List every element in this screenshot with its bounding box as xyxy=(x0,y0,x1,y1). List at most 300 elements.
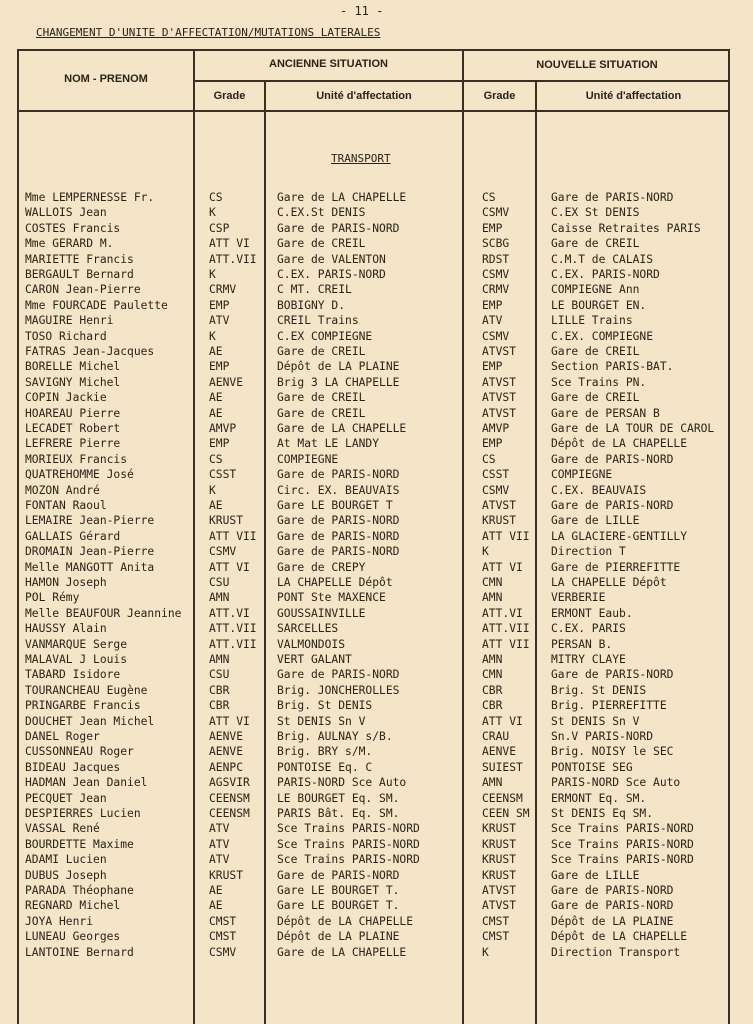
row-new-grade: KRUST xyxy=(482,514,517,528)
row-name: SAVIGNY Michel xyxy=(25,375,121,389)
row-old-unit: Brig. St DENIS xyxy=(277,699,373,713)
row-new-unit: Gare de LILLE xyxy=(551,514,640,528)
row-new-unit: COMPIEGNE Ann xyxy=(551,283,640,297)
table-row xyxy=(0,807,753,822)
row-new-unit: Gare de PARIS-NORD xyxy=(551,499,674,512)
row-old-grade: ATT.VI xyxy=(209,606,250,620)
table-row xyxy=(0,622,753,637)
row-old-unit: Gare de CREIL xyxy=(277,345,366,358)
row-new-unit: Gare de PERSAN B xyxy=(551,406,660,420)
row-old-grade: ATV xyxy=(209,837,230,851)
row-new-grade: AMN xyxy=(482,653,503,666)
row-old-unit: SARCELLES xyxy=(277,622,339,636)
table-row xyxy=(0,376,753,391)
table-row xyxy=(0,699,753,714)
row-old-unit: Gare de LA CHAPELLE xyxy=(277,191,407,204)
row-old-grade: AMN xyxy=(209,653,230,666)
row-old-unit: C.EX. PARIS-NORD xyxy=(277,268,386,281)
row-old-grade: AENVE xyxy=(209,745,244,759)
row-new-unit: Gare de LA TOUR DE CAROL xyxy=(551,422,715,435)
row-old-grade: EMP xyxy=(209,437,230,451)
row-old-unit: LA CHAPELLE Dépôt xyxy=(277,576,393,589)
row-new-unit: Sce Trains PN. xyxy=(551,375,647,389)
row-old-grade: CMST xyxy=(209,914,237,928)
row-old-grade: CSU xyxy=(209,576,230,589)
table-row xyxy=(0,530,753,545)
row-old-grade: CBR xyxy=(209,683,230,697)
row-name: MOZON André xyxy=(25,483,100,497)
row-old-unit: Gare de PARIS-NORD xyxy=(277,221,400,235)
row-old-grade: AE xyxy=(209,884,223,897)
row-old-grade: AE xyxy=(209,899,223,913)
row-new-grade: EMP xyxy=(482,360,503,374)
row-old-unit: Dépôt de LA PLAINE xyxy=(277,360,400,374)
row-old-unit: Gare LE BOURGET T xyxy=(277,499,393,512)
row-old-grade: ATT VI xyxy=(209,560,250,574)
row-old-unit: Gare de LA CHAPELLE xyxy=(277,422,407,435)
row-name: Mme LEMPERNESSE Fr. xyxy=(25,191,155,204)
row-new-unit: PERSAN B. xyxy=(551,637,613,651)
divider-header-mid xyxy=(193,80,730,82)
row-old-unit: Brig. BRY s/M. xyxy=(277,745,373,759)
row-new-unit: Gare de PARIS-NORD xyxy=(551,668,674,682)
row-old-grade: K xyxy=(209,206,216,220)
row-new-unit: Direction Transport xyxy=(551,945,681,959)
row-new-grade: ATT VII xyxy=(482,529,530,543)
row-old-unit: Gare de CREIL xyxy=(277,391,366,405)
table-row xyxy=(0,607,753,622)
table-row xyxy=(0,453,753,468)
row-name: PRINGARBE Francis xyxy=(25,699,141,713)
row-name: LECADET Robert xyxy=(25,422,121,435)
row-name: MARIETTE Francis xyxy=(25,252,134,266)
header-new-unit: Unité d'affectation xyxy=(585,90,682,102)
row-new-grade: SCBG xyxy=(482,237,510,251)
table-row xyxy=(0,422,753,437)
row-name: COSTES Francis xyxy=(25,221,121,235)
row-name: VANMARQUE Serge xyxy=(25,637,128,651)
row-new-unit: LA CHAPELLE Dépôt xyxy=(551,576,667,589)
row-name: DESPIERRES Lucien xyxy=(25,807,141,820)
row-old-unit: PONTOISE Eq. C xyxy=(277,760,373,774)
row-new-unit: C.EX. PARIS xyxy=(551,622,626,636)
row-name: POL Rémy xyxy=(25,591,80,605)
row-new-grade: CSMV xyxy=(482,329,510,343)
row-new-grade: ATV xyxy=(482,314,503,328)
row-name: DUBUS Joseph xyxy=(25,868,107,882)
row-name: Mme FOURCADE Paulette xyxy=(25,298,168,312)
table-row xyxy=(0,776,753,791)
row-new-grade: K xyxy=(482,545,489,559)
row-new-unit: PONTOISE SEG xyxy=(551,760,633,774)
table-row xyxy=(0,730,753,745)
row-new-grade: ATT VI xyxy=(482,560,523,574)
row-old-grade: ATV xyxy=(209,853,230,867)
row-name: TABARD Isidore xyxy=(25,668,121,682)
row-new-grade: ATT VII xyxy=(482,637,530,651)
row-old-unit: C MT. CREIL xyxy=(277,283,352,297)
row-new-unit: Gare de CREIL xyxy=(551,391,640,405)
row-old-unit: Brig 3 LA CHAPELLE xyxy=(277,375,400,389)
row-name: FATRAS Jean-Jacques xyxy=(25,345,155,358)
row-name: MORIEUX Francis xyxy=(25,452,128,466)
header-ancienne-situation: ANCIENNE SITUATION xyxy=(269,58,388,70)
row-name: Melle BEAUFOUR Jeannine xyxy=(25,606,182,620)
page-number: - 11 - xyxy=(340,4,384,18)
row-name: MALAVAL J Louis xyxy=(25,653,128,666)
row-new-grade: KRUST xyxy=(482,822,517,836)
row-old-grade: AMN xyxy=(209,591,230,605)
row-new-unit: Gare de PARIS-NORD xyxy=(551,884,674,897)
row-name: LANTOINE Bernard xyxy=(25,945,134,959)
row-old-unit: Sce Trains PARIS-NORD xyxy=(277,853,420,867)
row-old-unit: BOBIGNY D. xyxy=(277,298,346,312)
row-name: HAMON Joseph xyxy=(25,576,107,589)
table-row xyxy=(0,684,753,699)
row-new-unit: Sn.V PARIS-NORD xyxy=(551,730,654,743)
row-old-grade: ATT.VII xyxy=(209,622,257,636)
row-new-unit: C.EX. COMPIEGNE xyxy=(551,329,654,343)
row-old-unit: Gare de VALENTON xyxy=(277,252,386,266)
row-new-grade: ATT.VII xyxy=(482,622,530,636)
row-new-grade: CEENSM xyxy=(482,791,523,805)
row-old-unit: PONT Ste MAXENCE xyxy=(277,591,386,605)
row-old-unit: Gare de CREIL xyxy=(277,237,366,251)
row-name: QUATREHOMME José xyxy=(25,468,134,482)
row-new-unit: Sce Trains PARIS-NORD xyxy=(551,837,694,851)
row-new-unit: St DENIS Sn V xyxy=(551,714,640,728)
table-row xyxy=(0,545,753,560)
row-old-grade: CMST xyxy=(209,930,237,944)
row-old-grade: CRMV xyxy=(209,283,237,297)
row-new-grade: K xyxy=(482,945,489,959)
row-name: DANEL Roger xyxy=(25,730,100,743)
row-old-unit: Dépôt de LA PLAINE xyxy=(277,930,400,944)
row-name: GALLAIS Gérard xyxy=(25,529,121,543)
row-old-grade: ATT VI xyxy=(209,237,250,251)
row-old-unit: C.EX COMPIEGNE xyxy=(277,329,373,343)
row-new-grade: ATVST xyxy=(482,884,517,897)
row-new-grade: AENVE xyxy=(482,745,517,759)
row-name: LEFRERE Pierre xyxy=(25,437,121,451)
row-old-unit: Gare de PARIS-NORD xyxy=(277,545,400,559)
row-name: CARON Jean-Pierre xyxy=(25,283,141,297)
row-new-grade: AMVP xyxy=(482,422,510,435)
table-row xyxy=(0,899,753,914)
table-row xyxy=(0,946,753,961)
row-new-unit: ERMONT Eq. SM. xyxy=(551,791,647,805)
row-old-unit: Brig. AULNAY s/B. xyxy=(277,730,393,743)
row-new-grade: ATVST xyxy=(482,375,517,389)
table-row xyxy=(0,222,753,237)
table-row xyxy=(0,237,753,252)
row-new-grade: CBR xyxy=(482,683,503,697)
row-new-unit: PARIS-NORD Sce Auto xyxy=(551,776,681,790)
row-name: BOURDETTE Maxime xyxy=(25,837,134,851)
table-row xyxy=(0,668,753,683)
table-row xyxy=(0,638,753,653)
row-new-grade: ATT.VI xyxy=(482,606,523,620)
row-old-unit: Gare de PARIS-NORD xyxy=(277,868,400,882)
row-new-unit: Section PARIS-BAT. xyxy=(551,360,674,374)
row-new-grade: CRAU xyxy=(482,730,510,743)
table-row xyxy=(0,191,753,206)
header-old-unit: Unité d'affectation xyxy=(316,90,412,102)
row-old-grade: CSMV xyxy=(209,945,237,959)
row-name: Mme GERARD M. xyxy=(25,237,114,251)
row-old-grade: AE xyxy=(209,391,223,405)
row-name: TOURANCHEAU Eugène xyxy=(25,683,148,697)
table-row xyxy=(0,822,753,837)
header-nom-prenom: NOM - PRENOM xyxy=(64,73,148,85)
row-old-unit: At Mat LE LANDY xyxy=(277,437,380,451)
row-new-grade: CBR xyxy=(482,699,503,713)
row-new-grade: ATVST xyxy=(482,391,517,405)
row-new-unit: Dépôt de LA CHAPELLE xyxy=(551,437,688,451)
row-name: WALLOIS Jean xyxy=(25,206,107,220)
table-row xyxy=(0,283,753,298)
row-old-grade: K xyxy=(209,329,216,343)
row-name: PECQUET Jean xyxy=(25,791,107,805)
row-old-grade: ATV xyxy=(209,314,230,328)
row-new-grade: AMN xyxy=(482,776,503,790)
row-new-grade: ATVST xyxy=(482,345,517,358)
row-name: HADMAN Jean Daniel xyxy=(25,776,148,790)
row-new-unit: VERBERIE xyxy=(551,591,606,605)
row-old-grade: ATT VII xyxy=(209,529,257,543)
table-row xyxy=(0,884,753,899)
row-old-grade: ATV xyxy=(209,822,230,836)
row-old-unit: Gare de PARIS-NORD xyxy=(277,514,400,528)
table-row xyxy=(0,299,753,314)
row-old-grade: AENPC xyxy=(209,760,244,774)
row-name: DOUCHET Jean Michel xyxy=(25,714,155,728)
row-name: MAGUIRE Henri xyxy=(25,314,114,328)
row-new-grade: CSST xyxy=(482,468,510,482)
table-row xyxy=(0,745,753,760)
row-old-grade: CSU xyxy=(209,668,230,682)
row-new-grade: SUIEST xyxy=(482,760,523,774)
row-name: CUSSONNEAU Roger xyxy=(25,745,134,759)
row-new-unit: Gare de CREIL xyxy=(551,237,640,251)
row-new-unit: Brig. NOISY le SEC xyxy=(551,745,674,759)
row-old-grade: CS xyxy=(209,452,223,466)
table-row xyxy=(0,484,753,499)
row-old-grade: AMVP xyxy=(209,422,237,435)
row-name: TOSO Richard xyxy=(25,329,107,343)
row-new-unit: ERMONT Eaub. xyxy=(551,606,633,620)
row-old-unit: Gare de LA CHAPELLE xyxy=(277,945,407,959)
row-old-grade: CSST xyxy=(209,468,237,482)
row-new-grade: CMST xyxy=(482,914,510,928)
row-old-grade: CEENSM xyxy=(209,791,250,805)
document-heading: CHANGEMENT D'UNITE D'AFFECTATION/MUTATIONS LATERALES xyxy=(36,26,381,39)
row-new-grade: CMST xyxy=(482,930,510,944)
row-old-unit: Gare de PARIS-NORD xyxy=(277,529,400,543)
row-new-unit: LE BOURGET EN. xyxy=(551,298,647,312)
row-new-unit: Direction T xyxy=(551,545,626,559)
row-new-unit: C.EX. PARIS-NORD xyxy=(551,268,660,281)
table-row xyxy=(0,915,753,930)
row-new-grade: ATVST xyxy=(482,899,517,913)
table-row xyxy=(0,514,753,529)
row-new-grade: ATVST xyxy=(482,406,517,420)
row-name: COPIN Jackie xyxy=(25,391,107,405)
row-old-grade: K xyxy=(209,483,216,497)
row-new-grade: CSMV xyxy=(482,206,510,220)
row-name: BORELLE Michel xyxy=(25,360,121,374)
divider-header-bottom xyxy=(17,110,730,112)
row-old-grade: CSP xyxy=(209,221,230,235)
table-row xyxy=(0,345,753,360)
row-new-unit: St DENIS Eq SM. xyxy=(551,807,654,820)
row-name: FONTAN Raoul xyxy=(25,499,107,512)
row-new-unit: Caisse Retraites PARIS xyxy=(551,221,701,235)
row-old-unit: St DENIS Sn V xyxy=(277,714,366,728)
row-old-grade: CSMV xyxy=(209,545,237,559)
row-old-unit: Gare de CREIL xyxy=(277,406,366,420)
row-old-unit: CREIL Trains xyxy=(277,314,359,328)
row-old-grade: AGSVIR xyxy=(209,776,250,790)
header-nouvelle-situation: NOUVELLE SITUATION xyxy=(536,59,658,71)
row-new-unit: Brig. St DENIS xyxy=(551,683,647,697)
row-old-unit: VALMONDOIS xyxy=(277,637,346,651)
row-new-unit: Gare de PARIS-NORD xyxy=(551,899,674,913)
row-new-unit: Gare de PIERREFITTE xyxy=(551,560,681,574)
row-new-unit: C.M.T de CALAIS xyxy=(551,252,654,266)
row-new-unit: Dépôt de LA PLAINE xyxy=(551,914,674,928)
table-row xyxy=(0,653,753,668)
table-row xyxy=(0,360,753,375)
row-name: VASSAL René xyxy=(25,822,100,836)
row-old-grade: AE xyxy=(209,345,223,358)
row-old-grade: AE xyxy=(209,499,223,512)
row-new-grade: CSMV xyxy=(482,268,510,281)
row-new-unit: Sce Trains PARIS-NORD xyxy=(551,853,694,867)
row-new-grade: AMN xyxy=(482,591,503,605)
row-new-unit: C.EX St DENIS xyxy=(551,206,640,220)
row-old-grade: K xyxy=(209,268,216,281)
table-row xyxy=(0,499,753,514)
row-new-grade: CSMV xyxy=(482,483,510,497)
table-row xyxy=(0,869,753,884)
row-old-grade: AENVE xyxy=(209,730,244,743)
table-row xyxy=(0,253,753,268)
row-old-unit: Gare LE BOURGET T. xyxy=(277,884,400,897)
row-new-grade: CS xyxy=(482,452,496,466)
row-old-unit: COMPIEGNE xyxy=(277,452,339,466)
row-new-unit: Gare de PARIS-NORD xyxy=(551,191,674,204)
table-row xyxy=(0,930,753,945)
row-new-grade: EMP xyxy=(482,298,503,312)
table-row xyxy=(0,268,753,283)
row-name: Melle MANGOTT Anita xyxy=(25,560,155,574)
row-old-unit: GOUSSAINVILLE xyxy=(277,606,366,620)
row-old-unit: Gare de PARIS-NORD xyxy=(277,668,400,682)
row-old-grade: CEENSM xyxy=(209,807,250,820)
row-new-grade: CS xyxy=(482,191,496,204)
table-row xyxy=(0,715,753,730)
row-name: BIDEAU Jacques xyxy=(25,760,121,774)
row-name: LUNEAU Georges xyxy=(25,930,121,944)
table-row xyxy=(0,838,753,853)
row-name: DROMAIN Jean-Pierre xyxy=(25,545,155,559)
table-row xyxy=(0,576,753,591)
row-old-unit: PARIS Bât. Eq. SM. xyxy=(277,807,400,820)
row-new-grade: CMN xyxy=(482,576,503,589)
row-name: JOYA Henri xyxy=(25,914,94,928)
table-row xyxy=(0,591,753,606)
row-old-unit: Sce Trains PARIS-NORD xyxy=(277,822,420,836)
row-old-grade: KRUST xyxy=(209,514,244,528)
row-old-grade: CS xyxy=(209,191,223,204)
row-old-grade: CBR xyxy=(209,699,230,713)
row-old-grade: EMP xyxy=(209,360,230,374)
row-new-unit: C.EX. BEAUVAIS xyxy=(551,483,647,497)
table-row xyxy=(0,391,753,406)
section-title: TRANSPORT xyxy=(331,152,391,165)
row-old-unit: Circ. EX. BEAUVAIS xyxy=(277,483,400,497)
row-new-unit: Gare de CREIL xyxy=(551,345,640,358)
row-new-grade: KRUST xyxy=(482,837,517,851)
row-old-grade: EMP xyxy=(209,298,230,312)
row-old-unit: LE BOURGET Eq. SM. xyxy=(277,791,400,805)
table-row xyxy=(0,437,753,452)
row-new-unit: Gare de PARIS-NORD xyxy=(551,452,674,466)
row-new-unit: COMPIEGNE xyxy=(551,468,613,482)
row-old-unit: Gare de CREPY xyxy=(277,560,366,574)
row-old-grade: ATT.VII xyxy=(209,637,257,651)
row-name: LEMAIRE Jean-Pierre xyxy=(25,514,155,528)
header-new-grade: Grade xyxy=(483,90,516,102)
row-new-grade: ATVST xyxy=(482,499,517,512)
row-old-unit: C.EX.St DENIS xyxy=(277,206,366,220)
table-row xyxy=(0,792,753,807)
table-row xyxy=(0,761,753,776)
row-new-unit: Sce Trains PARIS-NORD xyxy=(551,822,694,836)
row-old-grade: KRUST xyxy=(209,868,244,882)
row-new-grade: KRUST xyxy=(482,853,517,867)
row-name: ADAMI Lucien xyxy=(25,853,107,867)
row-old-grade: AENVE xyxy=(209,375,244,389)
row-name: HOAREAU Pierre xyxy=(25,406,121,420)
table-row xyxy=(0,853,753,868)
table-row xyxy=(0,468,753,483)
row-new-grade: RDST xyxy=(482,252,510,266)
table-row xyxy=(0,206,753,221)
row-old-grade: AE xyxy=(209,406,223,420)
row-old-unit: VERT GALANT xyxy=(277,653,352,666)
row-old-unit: PARIS-NORD Sce Auto xyxy=(277,776,407,790)
row-new-unit: MITRY CLAYE xyxy=(551,653,626,666)
row-new-unit: LILLE Trains xyxy=(551,314,633,328)
row-new-grade: ATT VI xyxy=(482,714,523,728)
table-row xyxy=(0,561,753,576)
table-row xyxy=(0,407,753,422)
row-old-unit: Sce Trains PARIS-NORD xyxy=(277,837,420,851)
row-old-unit: Gare LE BOURGET T. xyxy=(277,899,400,913)
row-name: PARADA Théophane xyxy=(25,884,134,897)
row-old-grade: ATT.VII xyxy=(209,252,257,266)
row-new-grade: CEEN SM xyxy=(482,807,530,820)
row-new-grade: CRMV xyxy=(482,283,510,297)
row-new-unit: LA GLACIERE-GENTILLY xyxy=(551,529,688,543)
row-name: REGNARD Michel xyxy=(25,899,121,913)
row-name: BERGAULT Bernard xyxy=(25,268,134,281)
row-new-unit: Brig. PIERREFITTE xyxy=(551,699,667,713)
row-new-grade: KRUST xyxy=(482,868,517,882)
table-row xyxy=(0,330,753,345)
